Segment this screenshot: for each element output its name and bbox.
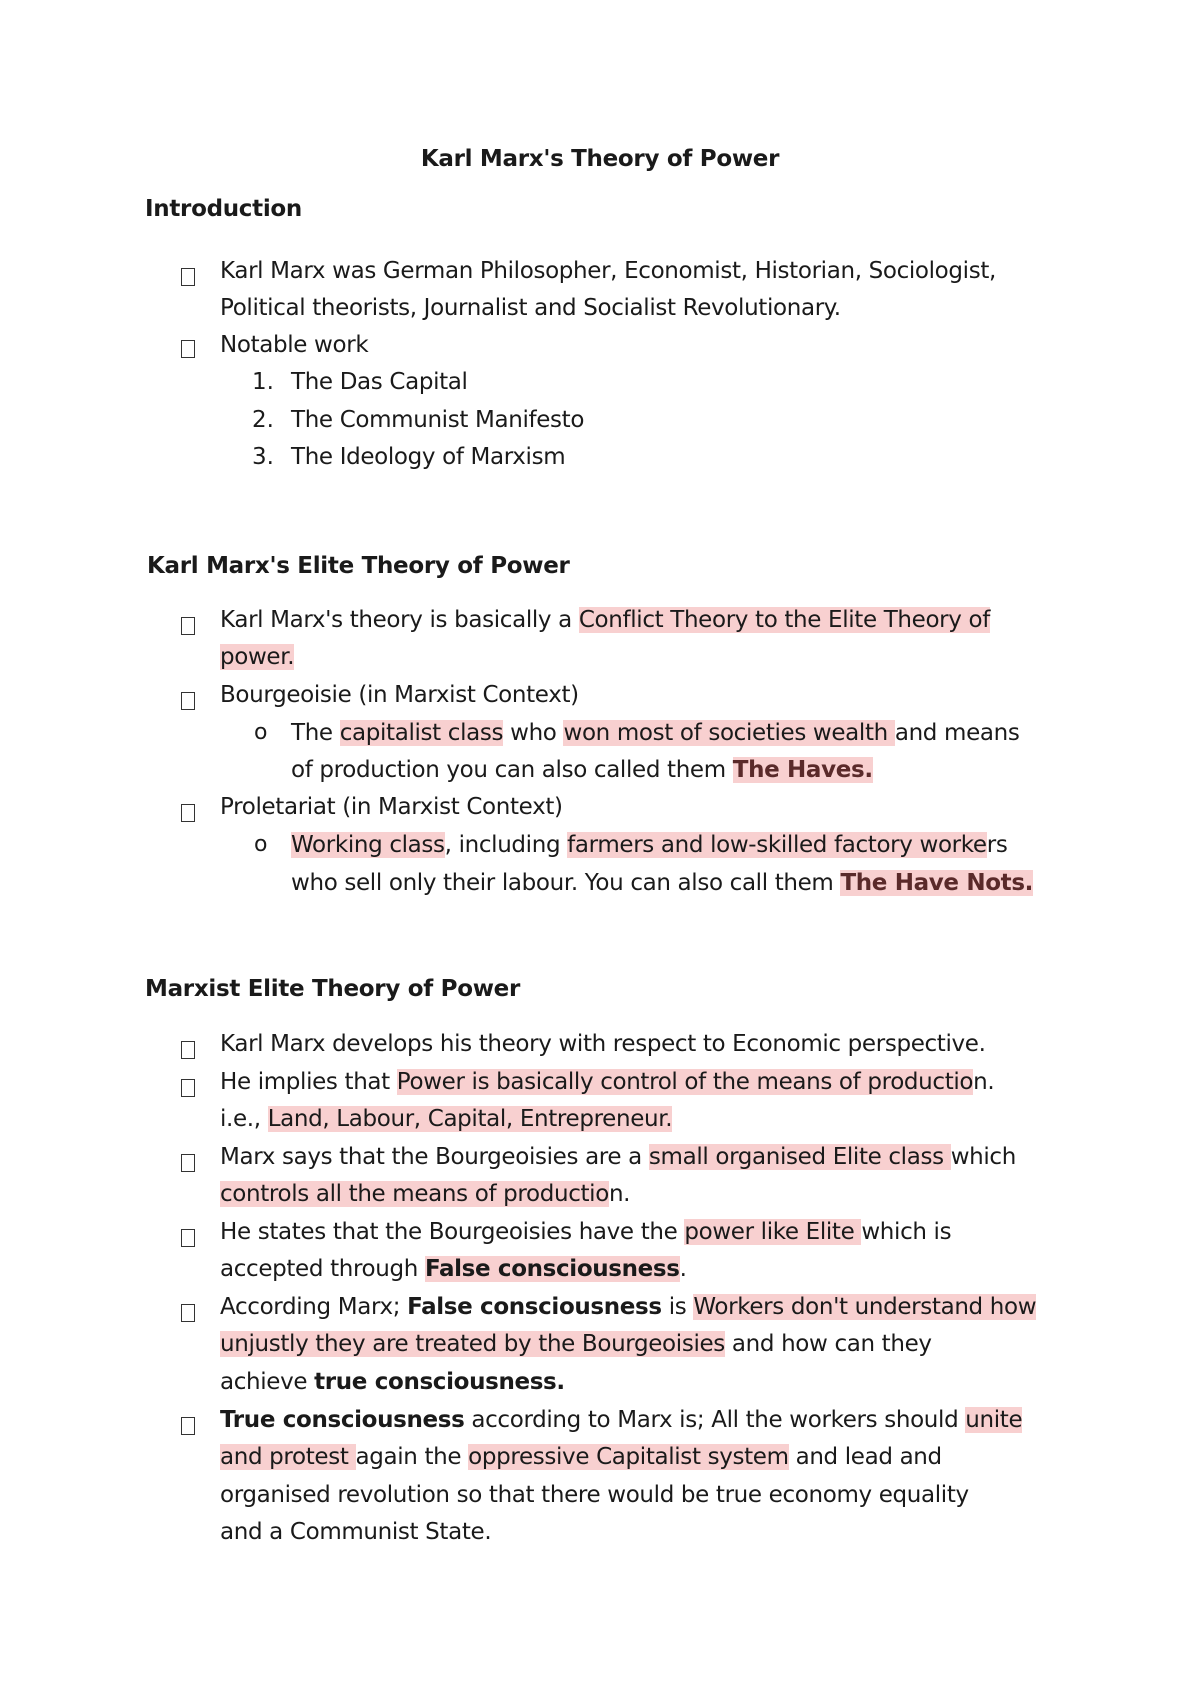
highlight: won most of societies wealth — [563, 720, 895, 746]
marxist-point-5-line-2: unjustly they are treated by the Bourgeoisies and how can they — [220, 1331, 932, 1357]
highlight: The Have Nots. — [840, 870, 1034, 896]
marxist-point-6-line-1: True consciousness according to Marx is; All the workers should unite — [220, 1407, 1023, 1433]
bourgeoisie-line-1: The capitalist class who won most of societies wealth and means — [291, 720, 1020, 746]
heading-introduction: Introduction — [145, 196, 302, 222]
bullet-icon — [181, 1417, 195, 1435]
highlight: oppressive Capitalist system — [468, 1444, 789, 1470]
document-title: Karl Marx's Theory of Power — [420, 146, 780, 172]
work-item: The Das Capital — [291, 369, 468, 395]
sub-bullet-marker: o — [254, 720, 268, 745]
heading-marxist-elite: Marxist Elite Theory of Power — [145, 976, 521, 1002]
marxist-point-6-line-2: and protest again the oppressive Capitalist system and lead and — [220, 1444, 942, 1470]
highlight: farmers and low-skilled factory worke — [567, 832, 987, 858]
bullet-icon — [181, 692, 195, 710]
highlight: False consciousness — [424, 1256, 680, 1282]
elite-bullet-2: Bourgeoisie (in Marxist Context) — [220, 682, 579, 708]
highlight: unjustly they are treated by the Bourgeoisies — [220, 1331, 725, 1357]
bullet-icon — [181, 1079, 195, 1097]
highlight: Workers don't understand how — [693, 1294, 1037, 1320]
highlight: power like Elite — [684, 1219, 862, 1245]
bullet-icon — [181, 1041, 195, 1059]
marxist-point-3-line-1: Marx says that the Bourgeoisies are a small organised Elite class which — [220, 1144, 1016, 1170]
bullet-icon — [181, 617, 195, 635]
marxist-point-5-line-1: According Marx; False consciousness is Workers don't understand how — [220, 1294, 1037, 1320]
highlight: The Haves. — [732, 757, 873, 783]
bourgeoisie-line-2: of production you can also called them The Haves. — [291, 757, 873, 783]
elite-bullet-3: Proletariat (in Marxist Context) — [220, 794, 563, 820]
intro-bullet-1-line-1: Karl Marx was German Philosopher, Economist, Historian, Sociologist, — [220, 258, 996, 284]
bullet-icon — [181, 1229, 195, 1247]
highlight: unite — [965, 1407, 1023, 1433]
heading-elite-theory: Karl Marx's Elite Theory of Power — [147, 553, 570, 579]
marxist-point-2-line-2: i.e., Land, Labour, Capital, Entrepreneur. — [220, 1106, 673, 1132]
proletariat-line-2: who sell only their labour. You can also call them The Have Nots. — [291, 870, 1034, 896]
proletariat-line-1: Working class, including farmers and low-skilled factory workers — [291, 832, 1008, 858]
bullet-icon — [181, 1304, 195, 1322]
highlight: capitalist class — [339, 720, 504, 746]
marxist-point-4-line-2: accepted through False consciousness. — [220, 1256, 687, 1282]
marxist-point-2-line-1: He implies that Power is basically control of the means of production. — [220, 1069, 995, 1095]
highlight: Land, Labour, Capital, Entrepreneur. — [267, 1106, 673, 1132]
marxist-point-6-line-4: and a Communist State. — [220, 1519, 492, 1545]
bullet-icon — [181, 804, 195, 822]
marxist-point-1: Karl Marx develops his theory with respect to Economic perspective. — [220, 1031, 986, 1057]
marxist-point-6-line-3: organised revolution so that there would be true economy equality — [220, 1482, 969, 1508]
highlight: Power is basically control of the means of productio — [396, 1069, 974, 1095]
marxist-point-4-line-1: He states that the Bourgeoisies have the power like Elite which is — [220, 1219, 952, 1245]
highlight: Conflict Theory to the Elite Theory of — [578, 607, 990, 633]
work-number: 3. — [252, 444, 274, 470]
bullet-icon — [181, 1154, 195, 1172]
elite-bullet-1-line-1: Karl Marx's theory is basically a Conflict Theory to the Elite Theory of — [220, 607, 990, 633]
highlight: Working class — [291, 832, 445, 858]
sub-bullet-marker: o — [254, 832, 268, 857]
work-number: 2. — [252, 407, 274, 433]
highlight: and protest — [220, 1444, 356, 1470]
work-number: 1. — [252, 369, 274, 395]
marxist-point-3-line-2: controls all the means of production. — [220, 1181, 631, 1207]
intro-bullet-1-line-2: Political theorists, Journalist and Socialist Revolutionary. — [220, 295, 841, 321]
bullet-icon — [181, 268, 195, 286]
intro-bullet-2: Notable work — [220, 332, 369, 358]
highlight: controls all the means of productio — [220, 1181, 609, 1207]
elite-bullet-1-line-2 — [220, 642, 294, 672]
highlight: power. — [220, 644, 295, 670]
marxist-point-5-line-3: achieve true consciousness. — [220, 1369, 565, 1395]
bullet-icon — [181, 340, 195, 358]
work-item: The Ideology of Marxism — [291, 444, 566, 470]
work-item: The Communist Manifesto — [291, 407, 585, 433]
highlight: small organised Elite class — [648, 1144, 951, 1170]
